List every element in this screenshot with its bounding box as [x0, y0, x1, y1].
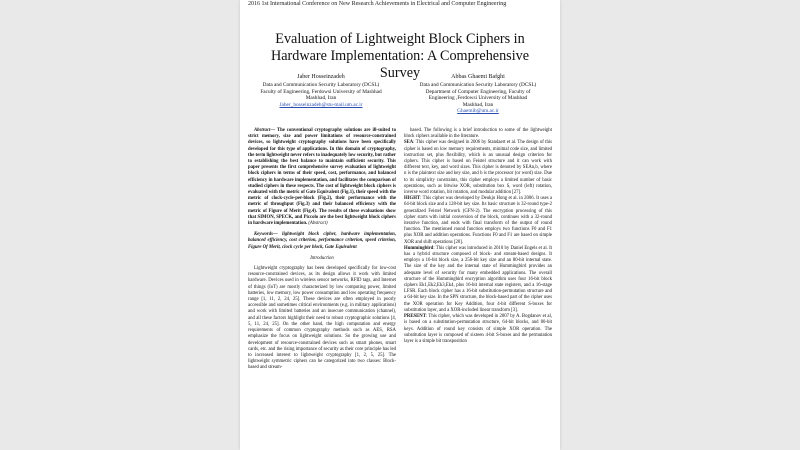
- sea-text: : This cipher was designed in 2006 by Standaert et al. The design of this cipher is based on low memory requirements, minimal code size, and limited instruction set, plus flexibility, which is an unusual design criterion for ciphers. This cipher is based on Feistel structure and it can work with different text, key, and word sizes. This cipher is denoted by SEAn,b, where n is the plaintext size and key size, and b is the processor (or word) size. Due to its simplicity constraints, this cipher employs a limited number of basic operations, such as bitwise XOR, substitution box S, word (left) rotation, inverse word rotation, bit rotation, and modular addition [27].: [404, 140, 552, 196]
- keywords-text: — lightweight block cipher, hardware implementation, balanced efficiency, cost criterion, performance criterion, speed criterion, Figure Of Merit, clock cycle per block, Gate Equivalent: [248, 232, 396, 250]
- author-affiliation-line: Faculty of Engineering, Ferdowsi University of Mashhad: [260, 88, 382, 95]
- author-block-2: [403, 73, 553, 115]
- hight-label: HIGHT: [404, 196, 421, 202]
- title-line-1: Evaluation of Lightweight Block Ciphers in: [275, 31, 525, 47]
- keywords-paragraph: [248, 232, 396, 251]
- hight-text: : This cipher was developed by Deukjo Hong et al. in 2006. It uses a 64-bit block size and a 128-bit key size. Its basic structure is 32-round type-2 generalized Feistel Network (GFN-2). The encryption processing of this cipher starts with initial conversion of the block, continues with a 32-round iterative function, and ends with final transform of the output of round function. The mentioned round function employs two functions F0 and F1 plus XOR and addition operations. Functions F0 and F1 are based on simple XOR and shift operations [20].: [404, 196, 552, 245]
- author-affiliation-line: Engineering ,Ferdowsi University of Mashhad: [428, 95, 528, 102]
- left-column: [248, 128, 396, 372]
- sea-paragraph: [404, 140, 552, 196]
- title-line-2: Hardware Implementation: A Comprehensive Survey: [270, 48, 530, 81]
- author-name: Jaber Hosseinzadeh: [297, 74, 345, 80]
- author-email-link[interactable]: Jaber_hosseinzadeh@stu-mail.um.ac.ir: [279, 101, 363, 108]
- author-affiliation-line: Data and Communication Security Laboratory (DCSL): [419, 82, 537, 88]
- abstract-text: — The conventional cryptography solutions are ill-suited to strict memory, size and power limitations of resource-constrained devices, so lightweight cryptography solutions have been specifically developed for this type of applications. In this domain of cryptography, the term lightweight never refers to inadequately low security, but rather to establishing the best balance to maintain sufficient security. This paper presents the first comprehensive survey evaluation of lightweight block ciphers in terms of their speed, cost, performance, and balanced efficiency in hardware implementation, and facilitates the comparison of studied ciphers in these respects. The cost of lightweight block ciphers is evaluated with the metric of Gate Equivalent (Fig.1), their speed with the metric of clock-cycle-per-block (Fig.2), their performance with the metric of throughput (Fig.3) and their balanced efficiency with the metric of Figure of Merit (Fig.4). The results of these evaluations show that SIMON, SPECK, and Piccolo are the best lightweight block ciphers in hardware implementation.: [248, 128, 396, 227]
- abstract-label: Abstract: [254, 128, 271, 133]
- hummingbird-text: : This cipher was introduced in 2010 by Daniel Engels et al. It has a hybrid structure composed of block- and stream-based designs. It employs a 16-bit block size, a 256-bit key size and an 80-bit internal state. The size of the key and the internal state of Hummingbird provides an adequate level of security for many embedded applications. The overall structure of the Hummingbird encryption algorithm uses four 16-bit block ciphers Ek1,Ek2,Ek3,Ek4, plus 16-bit internal state registers, and a 16-stage LFSR. Each block cipher has a 16-bit substitution-permutation structure and a 64-bit key size. In the SPN structure, the block-based part of the cipher uses the XOR operation for Key Addition, four 4-bit different S-boxes for substitution layer, and a XOR-included linear transform [3].: [404, 245, 552, 313]
- intro-heading: Introduction: [310, 255, 334, 261]
- paper-page: [240, 0, 560, 450]
- intro-paragraph: Lightweight cryptography has been developed specifically for low-cost resource-constrained devices, as its design allows it work with limited hardware. Devices used in wireless sensor networks, RFID tags, and Internet of things (IoT) are mostly characterized by low computing power, limited batteries, low memory, low power consumption and low operating frequency range [1, 11, 2, 24, 25]. These devices are often employed in poorly accessible and sometimes critical environments (e.g. in military applications) and work with limited batteries and an insecure communication (channel), and all these factors highlight their need to robust cryptographic solutions [4, 5, 11, 24, 25]. On the other hand, the high computation and energy requirements of common cryptography methods such as AES, RSA emphasize the focus on lightweight solutions. So the growing use and development of resource-constrained devices such as smart phones, smart cards, etc. and the rising importance of security as their core principle has led to increased interest to lightweight cryptography [1, 2, 5, 25]. The lightweight symmetric ciphers can be categorized into two classes: Block-based and stream-: [248, 266, 396, 371]
- present-paragraph: [404, 314, 552, 345]
- right-column: [404, 128, 552, 345]
- ciphers-intro: based. The following is a brief introduction to some of the lightweight block ciphers available in the literature.: [404, 128, 552, 140]
- author-affiliation-line: Department of Computer Engineering, Faculty of: [425, 88, 531, 95]
- keywords-label: Keywords: [254, 232, 273, 238]
- sea-label: SEA: [404, 140, 414, 146]
- author-email-link[interactable]: Ghaemib@um.ac.ir: [457, 108, 499, 115]
- hummingbird-paragraph: [404, 246, 552, 314]
- author-affiliation-line: Mashhad, Iran: [305, 95, 337, 102]
- running-header: 2016 1st International Conference on New Research Achievements in Electrical and Computer Engineering: [248, 1, 507, 7]
- present-text: : This cipher, which was developed in 2007 by A. Bogdanov et al, is based on a substitution-permutation structure, 64-bit blocks, and 80-bit keys. Addition of round key consists of simple XOR operation. The substitution layer is composed of sixteen 4-bit S-boxes and the permutation layer is a simple bit transposition: [404, 314, 552, 344]
- present-label: PRESENT: [404, 314, 426, 320]
- hight-paragraph: [404, 196, 552, 246]
- abstract-paragraph: [248, 128, 396, 227]
- abstract-suffix: (Abstract): [308, 221, 328, 227]
- author-name: Abbas Ghaemi Bafghi: [451, 74, 505, 80]
- author-affiliation-line: Mashhad, Iran: [462, 101, 494, 108]
- author-affiliation-line: Data and Communication Security Laboratory (DCSL): [262, 82, 380, 88]
- author-block-1: [246, 73, 396, 108]
- hummingbird-label: Hummingbird: [404, 245, 434, 251]
